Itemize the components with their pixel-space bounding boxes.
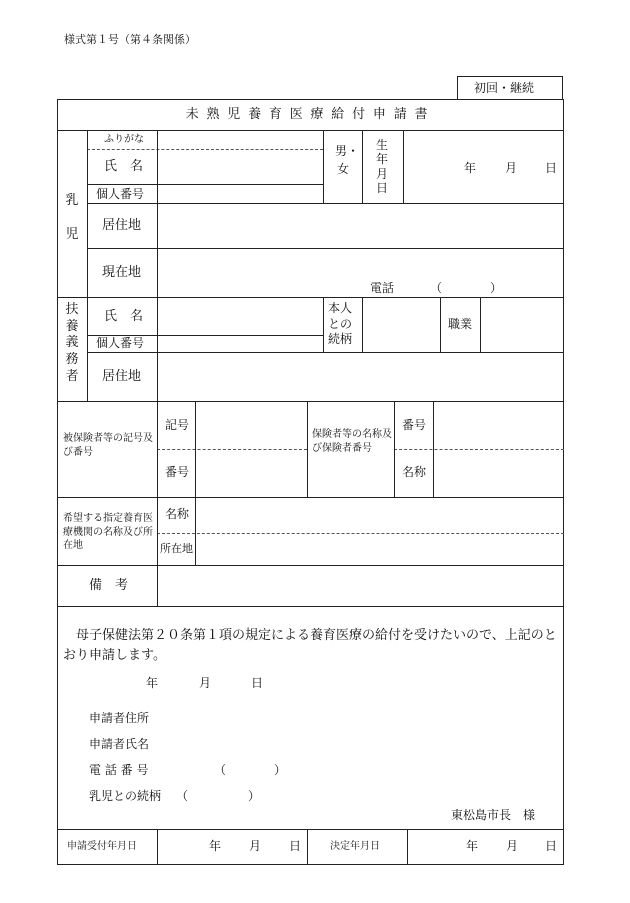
rule-insurance-mid-col <box>307 401 308 497</box>
rule-relation-right <box>362 297 363 352</box>
infant-id-label: 個人番号 <box>96 187 145 201</box>
infant-phone-label: 電話 <box>370 281 395 295</box>
insurance-symbol-label: 記号 <box>165 418 190 432</box>
infant-section-label: 乳児 <box>65 193 79 242</box>
decision-date-month: 月 <box>506 839 519 853</box>
rule-supporter-id <box>87 352 564 353</box>
infant-dob-label: 生年月日 <box>375 138 388 196</box>
decision-date-label: 決定年月日 <box>330 841 380 852</box>
rule-footer-2 <box>307 829 308 865</box>
rule-footer-1 <box>157 829 158 865</box>
decision-date-day: 日 <box>545 839 558 853</box>
rule-declaration-bottom <box>57 829 564 830</box>
infant-dob-month: 月 <box>505 161 518 175</box>
rule-sex-right <box>362 130 363 204</box>
applicant-relation-label: 乳児との続柄 <box>89 789 162 803</box>
rule-furigana <box>87 149 323 150</box>
rule-infant-name <box>87 184 323 185</box>
rule-insurance-label-right <box>195 401 196 497</box>
rule-remarks-bottom <box>57 606 564 607</box>
applicant-relation-paren: （ ） <box>176 789 261 803</box>
received-date-label: 申請受付年月日 <box>67 841 137 852</box>
supporter-residence-label: 居住地 <box>102 369 142 384</box>
infant-sex-label: 男・女 <box>335 144 360 176</box>
rule-institution-label-right <box>195 497 196 565</box>
rule-left-col <box>87 130 88 401</box>
form-title: 未熟児養育医療給付申請書 <box>185 107 436 122</box>
rule-title-bottom <box>57 130 564 131</box>
applicant-phone-label: 電 話 番 号 <box>89 763 149 777</box>
received-date-year: 年 <box>209 839 222 853</box>
rule-label-col <box>157 130 158 606</box>
declaration-text: 母子保健法第２０条第１項の規定による養育医療の給付を受けたいので、上記のとおり申請します。 <box>63 628 557 663</box>
insurer-label: 保険者等の名称及び保険者番号 <box>312 429 392 454</box>
rule-insurer-label-right <box>394 401 395 497</box>
received-date-day: 日 <box>289 839 302 853</box>
declaration-date-year: 年 <box>146 676 159 690</box>
infant-residence-label: 居住地 <box>102 218 142 233</box>
rule-insurance-mid <box>157 449 307 450</box>
supporter-section-label: 扶養義務者 <box>65 302 79 384</box>
rule-occupation-right <box>480 297 481 352</box>
rule-footer-3 <box>407 829 408 865</box>
rule-occupation-left <box>440 297 441 352</box>
institution-label: 希望する指定養育医療機関の名称及び所在地 <box>63 513 153 551</box>
rule-insurer-value-left <box>433 401 434 497</box>
rule-sex-left <box>323 130 324 204</box>
addressee: 東松島市長 様 <box>451 808 536 822</box>
decision-date-year: 年 <box>466 839 479 853</box>
rule-insurance-bottom <box>57 497 564 498</box>
remarks-label: 備 考 <box>89 578 129 593</box>
insurer-name-label: 名称 <box>402 465 427 479</box>
rule-institution-mid <box>157 533 564 534</box>
infant-dob-day: 日 <box>545 161 558 175</box>
applicant-phone-paren: （ ） <box>214 763 287 777</box>
application-type-text: 初回・継続 <box>474 81 535 95</box>
rule-dob-right <box>403 130 404 204</box>
supporter-relation-label: 本人との続柄 <box>328 301 353 347</box>
supporter-id-label: 個人番号 <box>96 336 145 350</box>
institution-location-label: 所在地 <box>160 542 193 555</box>
institution-name-label: 名称 <box>165 507 190 521</box>
infant-current-location-label: 現在地 <box>102 265 142 280</box>
insurance-number-label: 番号 <box>165 465 190 479</box>
infant-phone-paren: （ ） <box>430 281 503 295</box>
insurance-symbol-number-label: 被保険者等の記号及び番号 <box>63 433 153 458</box>
received-date-month: 月 <box>249 839 262 853</box>
furigana-label: ふりがな <box>104 134 144 145</box>
form-number: 様式第１号（第４条関係） <box>64 33 196 46</box>
infant-dob-year: 年 <box>464 161 477 175</box>
rule-infant-residence <box>87 248 564 249</box>
declaration-date-month: 月 <box>199 676 212 690</box>
rule-insurer-mid <box>394 449 564 450</box>
applicant-address-label: 申請者住所 <box>89 711 150 725</box>
infant-name-label: 氏 名 <box>104 159 144 174</box>
rule-relation-left <box>323 297 324 352</box>
rule-supporter-bottom <box>57 401 564 402</box>
insurer-number-label: 番号 <box>402 418 427 432</box>
declaration-date-day: 日 <box>251 676 264 690</box>
supporter-occupation-label: 職業 <box>448 317 473 331</box>
rule-institution-bottom <box>57 565 564 566</box>
applicant-name-label: 申請者氏名 <box>89 737 150 751</box>
rule-infant-bottom <box>57 297 564 298</box>
rule-infant-id <box>87 203 564 204</box>
supporter-name-label: 氏 名 <box>104 309 144 324</box>
